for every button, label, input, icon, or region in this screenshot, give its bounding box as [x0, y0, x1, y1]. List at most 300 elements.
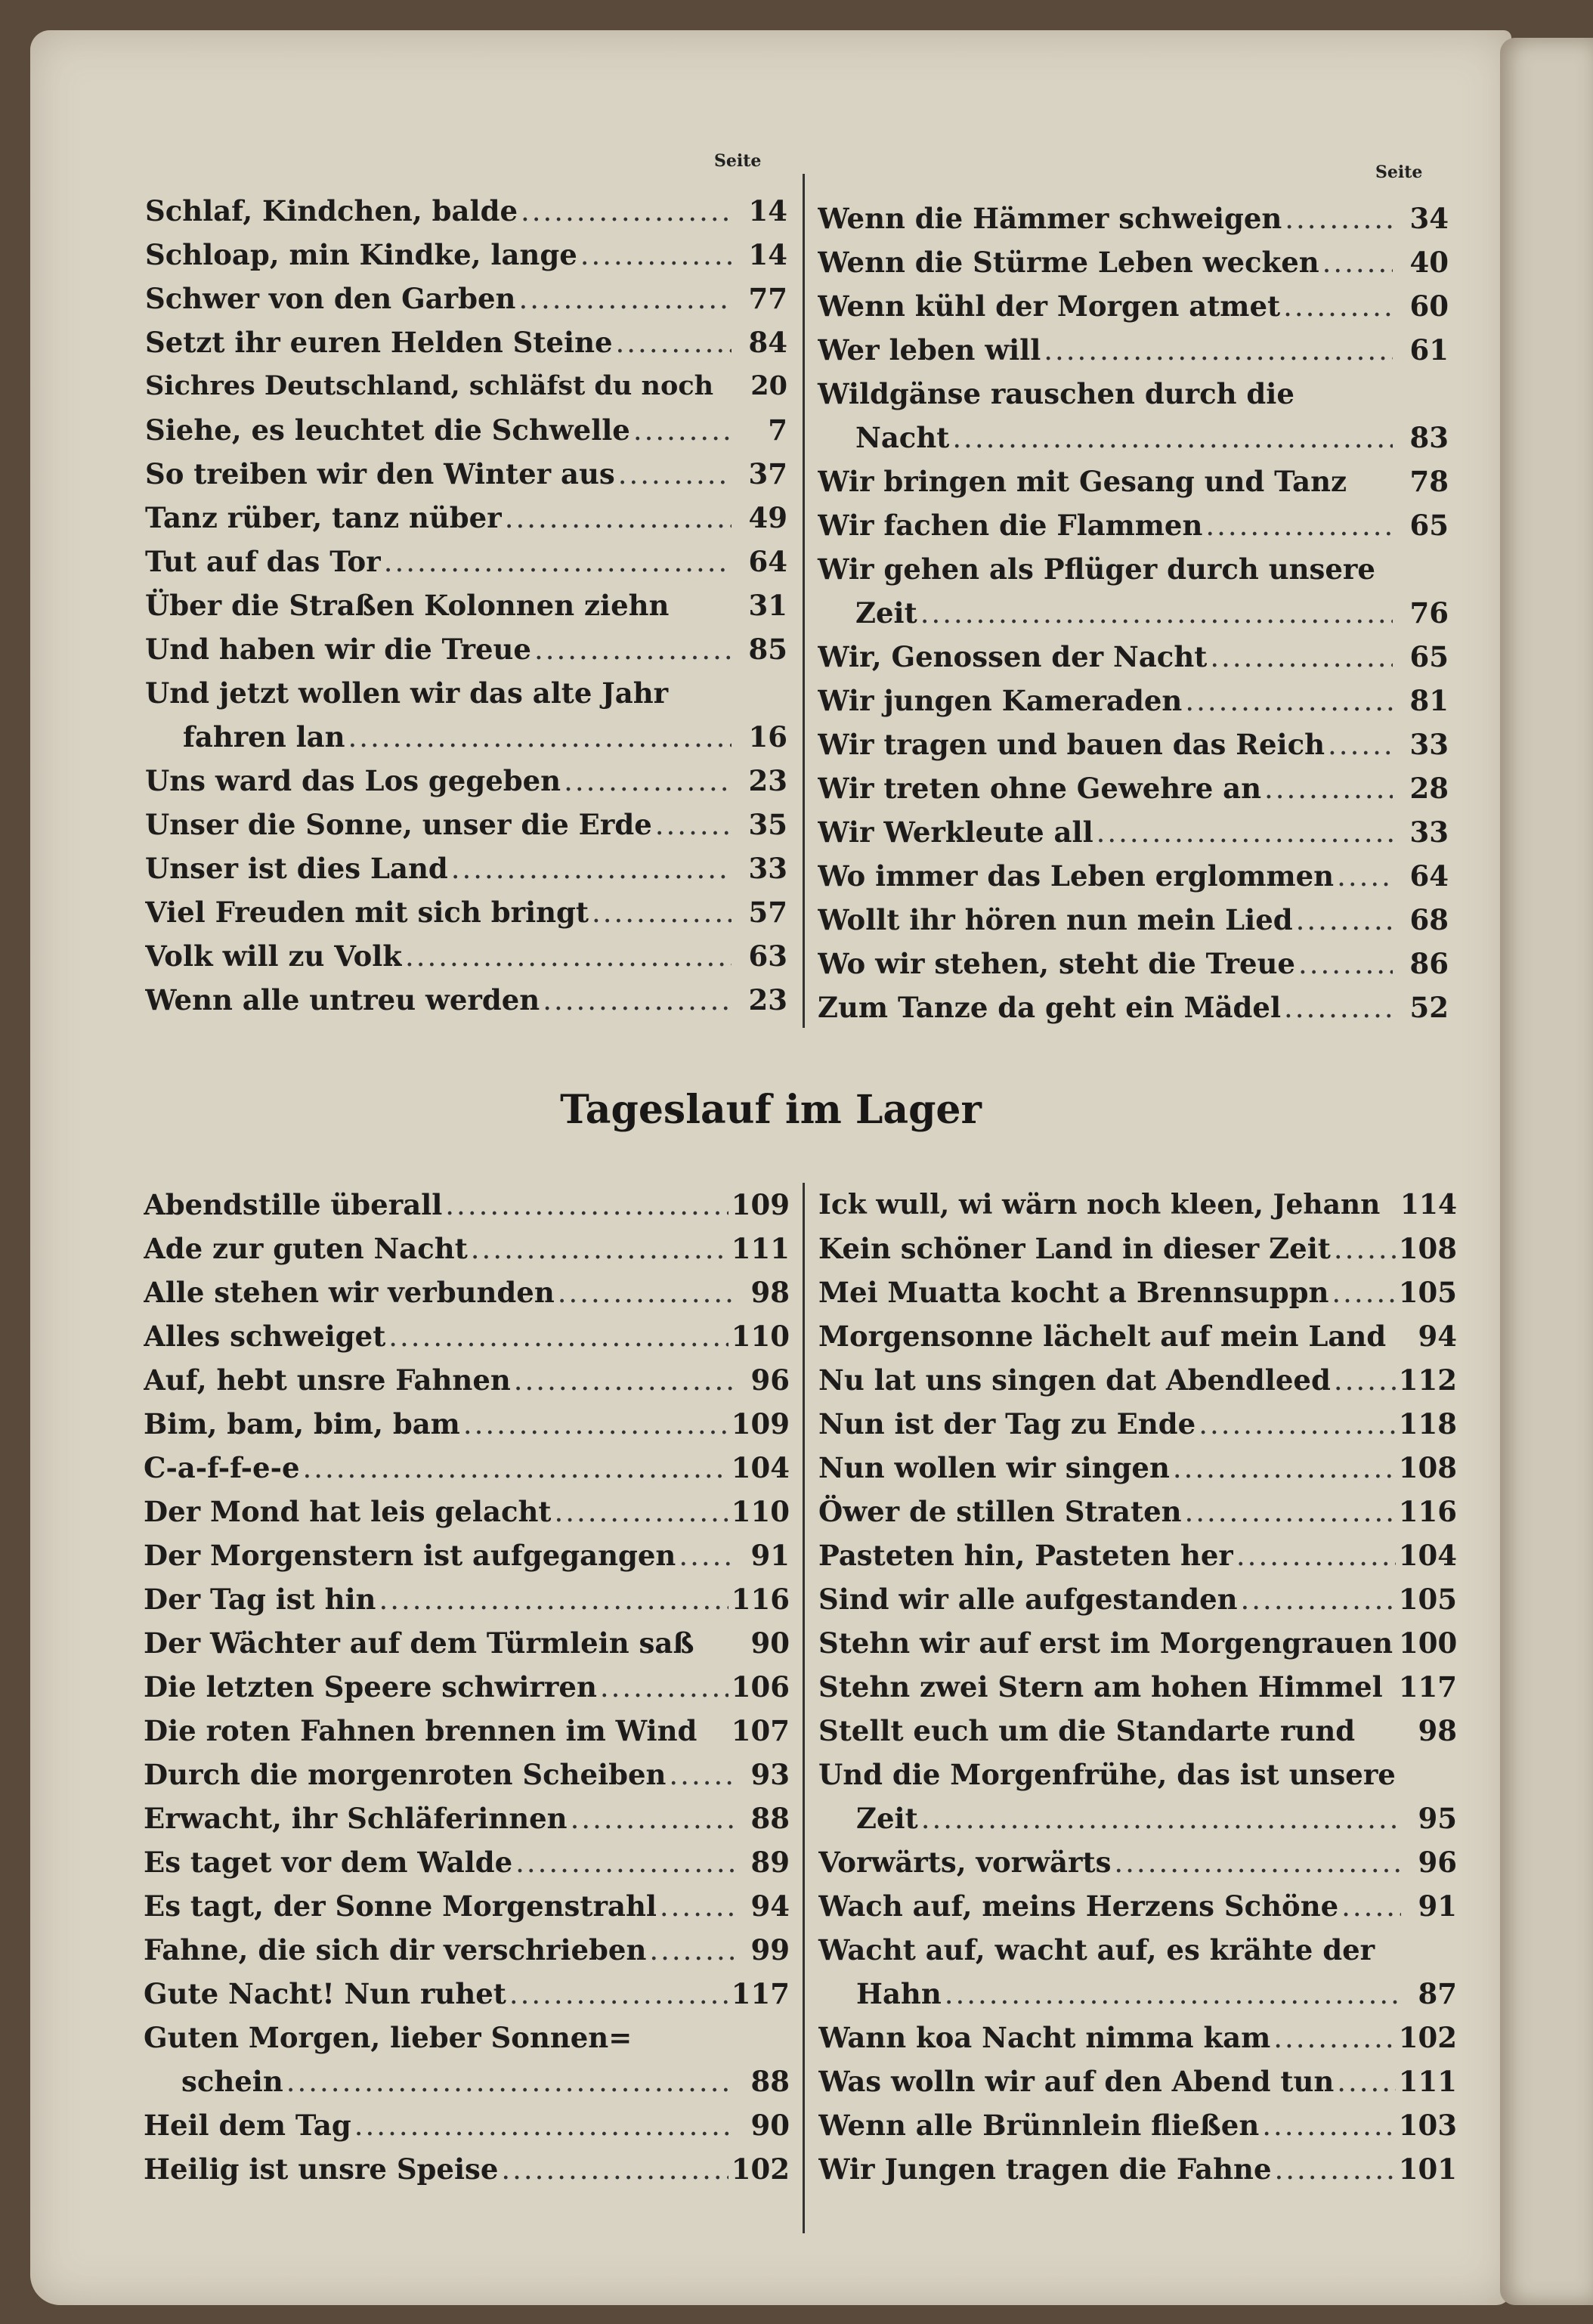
entry-page-number: 104 — [1398, 1539, 1457, 1572]
entry-title-continuation: Nacht — [855, 421, 950, 454]
entry-title: Und die Morgenfrühe, das ist unsere — [818, 1758, 1396, 1791]
column-divider-top — [803, 174, 805, 1028]
entry-page-number: 83 — [1409, 421, 1449, 454]
index-entry — [818, 2103, 1457, 2147]
entry-page-number: 49 — [748, 501, 787, 534]
dot-leader — [514, 1359, 734, 1403]
dot-leader — [1185, 679, 1393, 723]
index-entry — [818, 1928, 1457, 2016]
index-entry — [144, 1972, 790, 2016]
index-entry — [145, 277, 787, 320]
entry-page-number: 107 — [731, 1714, 790, 1747]
index-entry — [818, 810, 1449, 854]
entry-page-number: 90 — [750, 1626, 790, 1660]
entry-page-number: 99 — [750, 1933, 790, 1967]
entry-page-number: 90 — [750, 2109, 790, 2142]
book-page — [30, 30, 1511, 2305]
dot-leader — [1334, 1227, 1396, 1271]
entry-page-number: 31 — [748, 589, 787, 622]
entry-page-number: 64 — [748, 545, 787, 578]
entry-title: Die roten Fahnen brennen im Wind — [144, 1714, 698, 1747]
entry-title: Wenn alle untreu werden — [145, 983, 540, 1017]
dot-leader — [1114, 1841, 1401, 1885]
index-bottom-left-column — [144, 1183, 790, 2191]
entry-title: Wir jungen Kameraden — [818, 684, 1183, 717]
dot-leader — [921, 1797, 1401, 1841]
entry-title: Wildgänse rauschen durch die — [818, 377, 1295, 410]
index-entry — [818, 1753, 1457, 1840]
entry-title: Erwacht, ihr Schläferinnen — [144, 1802, 568, 1835]
dot-leader — [920, 592, 1393, 636]
entry-title: Wenn kühl der Morgen atmet — [818, 289, 1281, 323]
entry-title: Wir Werkleute all — [818, 815, 1093, 849]
index-entry — [818, 635, 1449, 679]
index-entry — [818, 679, 1449, 723]
entry-title: Pasteten hin, Pasteten her — [818, 1539, 1233, 1572]
entry-title: Und jetzt wollen wir das alte Jahr — [145, 676, 669, 710]
index-entry — [144, 1621, 790, 1665]
entry-title: Bim, bam, bim, bam — [144, 1407, 460, 1441]
entry-title: Über die Straßen Kolonnen ziehn — [145, 589, 670, 622]
dot-leader — [1341, 1885, 1401, 1929]
entry-page-number: 117 — [731, 1977, 790, 2010]
entry-page-number: 14 — [748, 238, 787, 271]
dot-leader — [1097, 811, 1393, 855]
index-entry — [145, 408, 787, 452]
entry-page-number: 94 — [750, 1889, 790, 1923]
index-entry — [144, 2016, 790, 2103]
dot-leader — [1241, 1578, 1396, 1622]
entry-title: So treiben wir den Winter aus — [145, 457, 615, 490]
entry-title: Der Mond hat leis gelacht — [144, 1495, 552, 1528]
column-divider-bottom — [803, 1183, 805, 2233]
dot-leader — [1044, 329, 1393, 373]
entry-page-number: 118 — [1398, 1407, 1457, 1441]
entry-page-number: 104 — [731, 1451, 790, 1484]
entry-page-number: 76 — [1409, 596, 1449, 630]
dot-leader — [1205, 504, 1393, 548]
entry-title: Die letzten Speere schwirren — [144, 1670, 597, 1704]
entry-title: Wir gehen als Pflüger durch unsere — [818, 552, 1375, 586]
dot-leader — [1283, 285, 1393, 329]
dot-leader — [1334, 1359, 1396, 1403]
entry-page-number: 116 — [731, 1583, 790, 1616]
dot-leader — [616, 321, 732, 365]
page-label-left: Seite — [714, 151, 762, 171]
dot-leader — [534, 628, 732, 672]
entry-title-continuation: Hahn — [856, 1977, 942, 2010]
index-entry — [144, 1314, 790, 1358]
dot-leader — [1284, 986, 1393, 1030]
index-entry — [145, 803, 787, 846]
entry-page-number: 108 — [1398, 1451, 1457, 1484]
entry-title: Wenn die Stürme Leben wecken — [818, 246, 1319, 279]
entry-title: Es tagt, der Sonne Morgenstrahl — [144, 1889, 657, 1923]
dot-leader — [1264, 767, 1393, 811]
entry-title: Wir treten ohne Gewehre an — [818, 772, 1261, 805]
dot-leader — [509, 1973, 728, 2016]
entry-title: Wenn alle Brünnlein fließen — [818, 2109, 1260, 2142]
entry-title: Fahne, die sich dir verschrieben — [144, 1933, 647, 1967]
entry-title: Wo wir stehen, steht die Treue — [818, 947, 1295, 980]
entry-page-number: 96 — [750, 1363, 790, 1397]
entry-page-number: 88 — [750, 1802, 790, 1835]
dot-leader — [564, 760, 732, 803]
dot-leader — [501, 2148, 728, 2192]
dot-leader — [471, 1227, 728, 1271]
entry-page-number: 105 — [1398, 1583, 1457, 1616]
entry-title: Sind wir alle aufgestanden — [818, 1583, 1238, 1616]
entry-title: Sichres Deutschland, schläfst du noch — [145, 370, 714, 401]
index-entry — [818, 1227, 1457, 1270]
entry-page-number: 102 — [731, 2152, 790, 2186]
index-entry — [145, 846, 787, 890]
dot-leader — [554, 1490, 728, 1534]
dot-leader — [1337, 2060, 1396, 2104]
dot-leader — [505, 497, 732, 540]
entry-page-number: 117 — [1398, 1670, 1457, 1704]
dot-leader — [1236, 1534, 1396, 1578]
index-entry — [818, 1358, 1457, 1402]
entry-title: Unser die Sonne, unser die Erde — [145, 808, 652, 841]
entry-title: Nun ist der Tag zu Ende — [818, 1407, 1196, 1441]
index-entry — [144, 1402, 790, 1446]
entry-page-number: 64 — [1409, 859, 1449, 893]
dot-leader — [571, 1797, 734, 1841]
index-entry — [818, 942, 1449, 986]
dot-leader — [515, 1841, 734, 1885]
dot-leader — [1210, 636, 1393, 679]
index-entry — [818, 2059, 1457, 2103]
dot-leader — [1275, 2148, 1396, 2192]
entry-title: Es taget vor dem Walde — [144, 1846, 513, 1879]
dot-leader — [952, 416, 1393, 460]
index-entry — [818, 460, 1449, 503]
entry-page-number: 20 — [750, 370, 787, 401]
dot-leader — [592, 891, 732, 935]
entry-page-number: 23 — [748, 983, 787, 1017]
entry-page-number: 63 — [748, 939, 787, 973]
entry-page-number: 52 — [1409, 991, 1449, 1024]
dot-leader — [1285, 197, 1393, 241]
entry-title: Wer leben will — [818, 333, 1041, 367]
entry-page-number: 100 — [1399, 1626, 1458, 1660]
entry-title: Wann koa Nacht nimma kam — [818, 2021, 1271, 2054]
entry-title: Wacht auf, wacht auf, es krähte der — [818, 1933, 1375, 1967]
index-entry — [145, 627, 787, 671]
entry-title: Heil dem Tag — [144, 2109, 351, 2142]
entry-title: Setzt ihr euren Helden Steine — [145, 326, 613, 359]
dot-leader — [600, 1666, 728, 1710]
entry-page-number: 87 — [1418, 1977, 1457, 2010]
entry-title: Wir tragen und bauen das Reich — [818, 728, 1325, 761]
entry-title: Kein schöner Land in dieser Zeit — [818, 1232, 1331, 1265]
entry-title: Morgensonne lächelt auf mein Land — [818, 1320, 1387, 1353]
entry-title: Wir bringen mit Gesang und Tanz — [818, 465, 1347, 498]
index-entry — [145, 364, 787, 408]
entry-page-number: 33 — [1409, 728, 1449, 761]
index-entry — [144, 1665, 790, 1709]
index-entry — [145, 583, 787, 627]
entry-title: Siehe, es leuchtet die Schwelle — [145, 413, 630, 447]
page-label-right: Seite — [1375, 162, 1423, 182]
entry-page-number: 68 — [1409, 903, 1449, 936]
entry-page-number: 14 — [748, 194, 787, 227]
entry-title: Schlaf, Kindchen, balde — [145, 194, 518, 227]
index-entry — [145, 496, 787, 540]
index-entry — [818, 1840, 1457, 1884]
entry-page-number: 60 — [1409, 289, 1449, 323]
index-entry — [144, 1183, 790, 1227]
index-entry — [144, 2147, 790, 2191]
index-entry — [145, 452, 787, 496]
entry-page-number: 65 — [1409, 640, 1449, 673]
entry-page-number: 101 — [1398, 2152, 1457, 2186]
entry-title-continuation: fahren lan — [183, 720, 345, 754]
entry-title: Gute Nacht! Nun ruhet — [144, 1977, 506, 2010]
entry-page-number: 116 — [1398, 1495, 1457, 1528]
entry-title: Was wolln wir auf den Abend tun — [818, 2065, 1335, 2098]
index-entry — [145, 890, 787, 934]
index-entry — [818, 1490, 1457, 1533]
entry-title: Wo immer das Leben erglommen — [818, 859, 1335, 893]
index-entry — [818, 1577, 1457, 1621]
entry-title: Nun wollen wir singen — [818, 1451, 1170, 1484]
dot-leader — [405, 935, 732, 979]
index-entry — [818, 1884, 1457, 1928]
entry-page-number: 94 — [1418, 1320, 1457, 1353]
entry-title: C-a-f-f-e-e — [144, 1451, 300, 1484]
entry-title: Tanz rüber, tanz nüber — [145, 501, 502, 534]
entry-page-number: 111 — [1398, 2065, 1457, 2098]
dot-leader — [445, 1184, 728, 1227]
index-entry — [145, 233, 787, 277]
index-entry — [144, 1840, 790, 1884]
dot-leader — [1199, 1403, 1396, 1447]
entry-page-number: 86 — [1409, 947, 1449, 980]
entry-title-continuation: Zeit — [856, 1802, 918, 1835]
index-top-left-column — [145, 189, 787, 1022]
dot-leader — [669, 1753, 734, 1797]
entry-page-number: 61 — [1409, 333, 1449, 367]
dot-leader — [580, 234, 732, 277]
entry-page-number: 93 — [750, 1758, 790, 1791]
index-entry — [818, 2147, 1457, 2191]
index-bottom-right-column — [818, 1183, 1457, 2191]
entry-page-number: 96 — [1418, 1846, 1457, 1879]
entry-title: Mei Muatta kocht a Brennsuppn — [818, 1276, 1329, 1309]
dot-leader — [388, 1315, 728, 1359]
index-entry — [144, 1884, 790, 1928]
dot-leader — [451, 847, 732, 891]
dot-leader — [1296, 899, 1393, 942]
entry-page-number: 109 — [731, 1407, 790, 1441]
index-entry — [144, 1227, 790, 1270]
index-entry — [144, 1796, 790, 1840]
entry-title: Uns ward das Los gegeben — [145, 764, 561, 797]
index-entry — [144, 1270, 790, 1314]
entry-page-number: 33 — [748, 852, 787, 885]
index-entry — [145, 978, 787, 1022]
entry-page-number: 98 — [750, 1276, 790, 1309]
entry-title: Auf, hebt unsre Fahnen — [144, 1363, 511, 1397]
index-entry — [145, 934, 787, 978]
index-entry — [818, 1665, 1457, 1709]
entry-title: Der Wächter auf dem Türmlein saß — [144, 1626, 694, 1660]
dot-leader — [945, 1973, 1401, 2016]
entry-title: Wir, Genossen der Nacht — [818, 640, 1208, 673]
index-entry — [145, 671, 787, 759]
entry-page-number: 88 — [750, 2065, 790, 2098]
entry-page-number: 91 — [750, 1539, 790, 1572]
entry-title: Volk will zu Volk — [145, 939, 402, 973]
index-entry — [818, 372, 1449, 460]
entry-title: Wir fachen die Flammen — [818, 509, 1203, 542]
dot-leader — [1185, 1490, 1396, 1534]
dot-leader — [679, 1534, 734, 1578]
index-entry — [818, 240, 1449, 284]
index-entry — [145, 759, 787, 803]
entry-page-number: 81 — [1409, 684, 1449, 717]
dot-leader — [1173, 1447, 1396, 1490]
entry-page-number: 34 — [1409, 202, 1449, 235]
index-entry — [818, 1446, 1457, 1490]
entry-page-number: 98 — [1418, 1714, 1457, 1747]
entry-page-number: 111 — [731, 1232, 790, 1265]
entry-page-number: 112 — [1398, 1363, 1457, 1397]
entry-title: Ick wull, wi wärn noch kleen, Jehann — [818, 1189, 1381, 1221]
index-entry — [818, 1533, 1457, 1577]
entry-page-number: 84 — [748, 326, 787, 359]
index-entry — [818, 503, 1449, 547]
dot-leader — [1337, 855, 1393, 899]
index-entry — [144, 2103, 790, 2147]
entry-title: Tut auf das Tor — [145, 545, 381, 578]
entry-page-number: 23 — [748, 764, 787, 797]
entry-title: Heilig ist unsre Speise — [144, 2152, 499, 2186]
dot-leader — [558, 1271, 734, 1315]
index-entry — [818, 328, 1449, 372]
entry-page-number: 28 — [1409, 772, 1449, 805]
dot-leader — [649, 1929, 734, 1973]
entry-page-number: 78 — [1409, 465, 1449, 498]
entry-title: Schloap, min Kindke, lange — [145, 238, 577, 271]
index-entry — [818, 766, 1449, 810]
entry-page-number: 91 — [1418, 1889, 1457, 1923]
dot-leader — [618, 453, 732, 497]
entry-title: Stehn zwei Stern am hohen Himmel — [818, 1670, 1383, 1704]
entry-page-number: 7 — [768, 413, 787, 447]
entry-page-number: 33 — [1409, 815, 1449, 849]
entry-page-number: 103 — [1398, 2109, 1457, 2142]
entry-title: Unser ist dies Land — [145, 852, 448, 885]
entry-title: Alle stehen wir verbunden — [144, 1276, 555, 1309]
index-entry — [818, 284, 1449, 328]
dot-leader — [655, 803, 732, 847]
index-entry — [144, 1709, 790, 1753]
facing-page-edge — [1500, 38, 1593, 2305]
dot-leader — [384, 540, 732, 584]
entry-title: Guten Morgen, lieber Sonnen= — [144, 2021, 633, 2054]
index-entry — [818, 723, 1449, 766]
dot-leader — [1273, 2016, 1396, 2060]
section-heading: Tageslauf im Lager — [560, 1087, 982, 1133]
entry-page-number: 114 — [1400, 1189, 1457, 1221]
index-entry — [145, 189, 787, 233]
entry-page-number: 110 — [731, 1320, 790, 1353]
dot-leader — [354, 2104, 734, 2148]
index-entry — [818, 1183, 1457, 1227]
index-entry — [818, 1270, 1457, 1314]
entry-page-number: 37 — [748, 457, 787, 490]
entry-page-number: 77 — [748, 282, 787, 315]
entry-title: Nu lat uns singen dat Abendleed — [818, 1363, 1331, 1397]
dot-leader — [543, 979, 732, 1023]
dot-leader — [463, 1403, 728, 1447]
index-entry — [144, 1928, 790, 1972]
entry-title: Alles schweiget — [144, 1320, 386, 1353]
entry-page-number: 106 — [731, 1670, 790, 1704]
dot-leader — [379, 1578, 728, 1622]
entry-page-number: 109 — [731, 1188, 790, 1221]
index-entry — [144, 1446, 790, 1490]
entry-title: Wir Jungen tragen die Fahne — [818, 2152, 1272, 2186]
entry-page-number: 40 — [1409, 246, 1449, 279]
dot-leader — [1262, 2104, 1396, 2148]
index-entry — [818, 2016, 1457, 2059]
index-top-right-column — [818, 197, 1449, 1029]
index-entry — [818, 547, 1449, 635]
dot-leader — [1322, 241, 1393, 285]
entry-title: Der Tag ist hin — [144, 1583, 376, 1616]
index-entry — [818, 197, 1449, 240]
entry-title: Vorwärts, vorwärts — [818, 1846, 1112, 1879]
index-entry — [818, 1314, 1457, 1358]
entry-title: Wollt ihr hören nun mein Lied — [818, 903, 1293, 936]
entry-page-number: 105 — [1398, 1276, 1457, 1309]
entry-title: Wenn die Hämmer schweigen — [818, 202, 1282, 235]
dot-leader — [1332, 1271, 1395, 1315]
index-entry — [144, 1358, 790, 1402]
entry-page-number: 85 — [748, 633, 787, 666]
index-entry — [144, 1753, 790, 1796]
entry-title: Durch die morgenroten Scheiben — [144, 1758, 667, 1791]
index-entry — [818, 1709, 1457, 1753]
dot-leader — [660, 1885, 734, 1929]
entry-title: Wach auf, meins Herzens Schöne — [818, 1889, 1339, 1923]
index-entry — [818, 854, 1449, 898]
dot-leader — [1298, 942, 1393, 986]
dot-leader — [633, 409, 732, 453]
entry-title: Der Morgenstern ist aufgegangen — [144, 1539, 676, 1572]
entry-page-number: 35 — [748, 808, 787, 841]
index-entry — [145, 320, 787, 364]
entry-page-number: 57 — [748, 896, 787, 929]
index-entry — [818, 1621, 1457, 1665]
index-entry — [144, 1533, 790, 1577]
dot-leader — [1328, 723, 1393, 767]
index-entry — [818, 1402, 1457, 1446]
index-entry — [818, 898, 1449, 942]
entry-title: Viel Freuden mit sich bringt — [145, 896, 589, 929]
dot-leader — [302, 1447, 728, 1490]
entry-title: Stehn wir auf erst im Morgengrauen — [818, 1626, 1393, 1660]
entry-title: Öwer de stillen Straten — [818, 1495, 1182, 1528]
dot-leader — [521, 190, 732, 234]
entry-page-number: 102 — [1398, 2021, 1457, 2054]
entry-title-continuation: schein — [181, 2065, 283, 2098]
index-entry — [145, 540, 787, 583]
